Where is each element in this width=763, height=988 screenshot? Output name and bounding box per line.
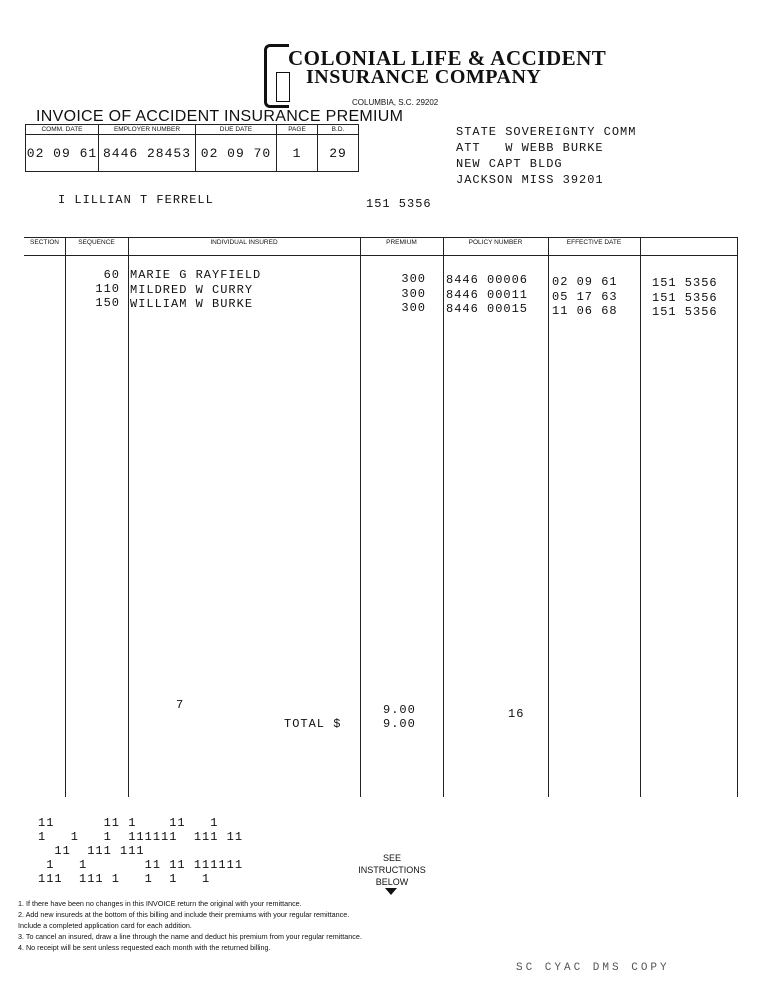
row-policy-number: 8446 00015 xyxy=(446,302,529,316)
policy-count: 16 xyxy=(508,707,525,721)
column-divider xyxy=(737,237,738,797)
value-comm-date: 02 09 61 xyxy=(26,135,99,172)
instruction-item: 4. No receipt will be sent unless requested each month with the returned billing. xyxy=(18,943,271,952)
column-header-effective-date: EFFECTIVE DATE xyxy=(566,239,622,246)
row-premium: 300 xyxy=(401,287,426,301)
instruction-item: 3. To cancel an insured, draw a line through the name and deduct his premium from your regular remittance. xyxy=(18,932,362,941)
row-effective-date: 05 17 63 xyxy=(552,290,618,304)
insured-name: I LILLIAN T FERRELL xyxy=(58,193,214,207)
column-divider xyxy=(65,237,66,797)
copy-stamp: SC CYAC DMS COPY xyxy=(516,962,670,974)
instruction-item: Include a completed application card for each addition. xyxy=(18,921,192,930)
header-page: PAGE xyxy=(277,125,318,135)
total-amount: 9.00 xyxy=(383,717,416,731)
company-logo-figure-icon xyxy=(276,72,290,102)
row-account: 151 5356 xyxy=(652,291,718,305)
row-sequence: 110 xyxy=(95,282,120,296)
row-policy-number: 8446 00006 xyxy=(446,273,529,287)
instruction-item: 1. If there have been no changes in this INVOICE return the original with your remittance. xyxy=(18,899,302,908)
row-sequence: 60 xyxy=(103,268,120,282)
column-divider xyxy=(548,237,549,797)
column-divider xyxy=(640,237,641,797)
table-top-rule xyxy=(24,237,738,238)
header-due-date: DUE DATE xyxy=(196,125,277,135)
column-header-sequence: SEQUENCE xyxy=(78,239,115,246)
row-insured-name: MILDRED W CURRY xyxy=(130,283,254,297)
column-divider xyxy=(128,237,129,797)
subtotal-amount: 9.00 xyxy=(383,703,416,717)
company-city: COLUMBIA, S.C. 29202 xyxy=(352,98,439,107)
value-due-date: 02 09 70 xyxy=(196,135,277,172)
row-premium: 300 xyxy=(401,301,426,315)
address-line: ATT W WEBB BURKE xyxy=(456,141,604,155)
header-bd: B.D. xyxy=(318,125,359,135)
table-header-rule xyxy=(24,255,738,256)
total-label: TOTAL $ xyxy=(284,717,342,731)
row-sequence: 150 xyxy=(95,296,120,310)
row-insured-name: WILLIAM W BURKE xyxy=(130,297,254,311)
row-account: 151 5356 xyxy=(652,305,718,319)
column-header-insured: INDIVIDUAL INSURED xyxy=(210,239,278,246)
address-line: STATE SOVEREIGNTY COMM xyxy=(456,125,637,139)
column-header-policy: POLICY NUMBER xyxy=(468,239,523,246)
row-account: 151 5356 xyxy=(652,276,718,290)
subtotal-marker: 7 xyxy=(176,698,185,712)
invoice-title: INVOICE OF ACCIDENT INSURANCE PREMIUM xyxy=(36,108,404,125)
column-header-premium: PREMIUM xyxy=(386,239,417,246)
insured-account: 151 5356 xyxy=(366,197,432,211)
value-employer-number: 8446 28453 xyxy=(99,135,196,172)
address-line: NEW CAPT BLDG xyxy=(456,157,563,171)
row-policy-number: 8446 00011 xyxy=(446,288,529,302)
column-divider xyxy=(360,237,361,797)
header-comm-date: COMM. DATE xyxy=(26,125,99,135)
see-instructions xyxy=(352,852,432,888)
instructions-list xyxy=(18,898,538,953)
footer-tally-marks: 11 11 1 11 1 1 1 1 111111 111 11 11 111 111 1 1 11 11 111111 111 111 1 1 1 1 xyxy=(38,816,244,886)
row-effective-date: 02 09 61 xyxy=(552,275,618,289)
column-divider xyxy=(443,237,444,797)
down-arrow-icon xyxy=(385,888,397,895)
see-instructions-line: BELOW xyxy=(375,877,409,887)
value-page: 1 xyxy=(277,135,318,172)
value-bd: 29 xyxy=(318,135,359,172)
row-premium: 300 xyxy=(401,272,426,286)
see-instructions-line: SEE xyxy=(382,853,401,863)
invoice-header-table xyxy=(25,124,359,172)
row-insured-name: MARIE G RAYFIELD xyxy=(130,268,262,282)
instruction-item: 2. Add new insureds at the bottom of this billing and include their premiums with your regular remittance. xyxy=(18,910,350,919)
column-header-section: SECTION xyxy=(30,239,59,246)
mailing-address xyxy=(456,124,636,188)
row-effective-date: 11 06 68 xyxy=(552,304,618,318)
address-line: JACKSON MISS 39201 xyxy=(456,173,604,187)
company-name-line1: COLONIAL LIFE & ACCIDENT xyxy=(288,46,607,70)
see-instructions-line: INSTRUCTIONS xyxy=(358,865,426,875)
company-name-line2: INSURANCE COMPANY xyxy=(306,66,542,88)
header-employer-number: EMPLOYER NUMBER xyxy=(99,125,196,135)
